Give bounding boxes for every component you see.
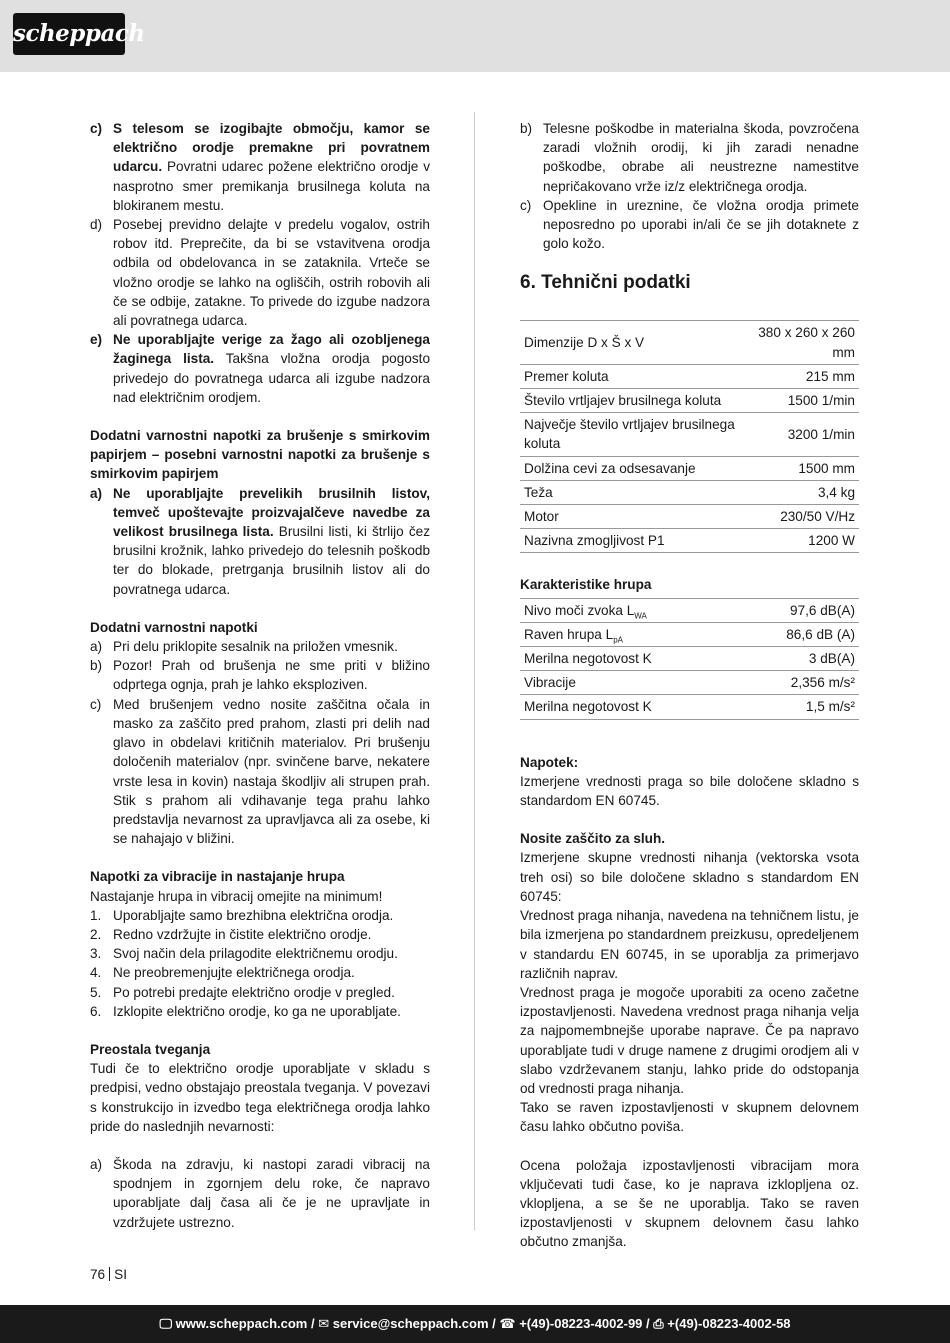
right-item-b: b) Telesne poškodbe in materialna škoda, povzročena zaradi vložnih orodij, ki jih zaradi nenadne poškodbe, obrabe ali neustrezne namestitve nepričakovano vrže iz/z električnega orodja. [520, 121, 859, 194]
table-cell-value: 380 x 260 x 260 mm [744, 321, 859, 364]
table-cell-value: 215 mm [744, 364, 859, 388]
list-item-c: c) S telesom se izogibajte območju, kamor se električno orodje premakne pri povratnem udarcu. Povratni udarec požene električno orodje v nasprotno smer premikanja brusilnega koluta na blokiranem mestu. [90, 121, 430, 213]
vibration-intro: Nastajanje hrupa in vibracij omejite na minimum! [90, 888, 383, 904]
right-column [520, 119, 859, 1252]
table-row: Vibracije 2,356 m/s² [520, 671, 859, 695]
table-row [520, 505, 859, 529]
table-cell-label: Število vrtljajev brusilnega koluta [520, 389, 744, 413]
table-row [520, 480, 859, 504]
table-row [520, 413, 859, 456]
table-cell-label: Dimenzije D x Š x V [520, 321, 744, 364]
vibration-item-3: 3. Svoj način dela prilagodite električnemu orodju. [90, 946, 398, 962]
vibration-item-5: 5. Po potrebi predajte električno orodje v pregled. [90, 984, 395, 1000]
table-cell-value: 1500 mm [744, 456, 859, 480]
vibration-item-6: 6. Izklopite električno orodje, ko ga ne uporabljate. [90, 1003, 401, 1019]
risk-heading: Preostala tveganja [90, 1041, 211, 1057]
ear-paragraph-1: Izmerjene skupne vrednosti nihanja (vektorska vsota treh osi) so bile določene skladno s standardom EN 60745: [520, 850, 859, 904]
table-row [520, 364, 859, 388]
computer-icon: 🖵 [159, 1316, 173, 1331]
table-cell-value: 1200 W [744, 529, 859, 553]
ear-paragraph-5: Ocena položaja izpostavljenosti vibracijam mora vključevati tudi čase, ko je naprava izklopljena oz. vklopljena, a se še ne uporablja. Tako se raven izpostavljenosti v skupnem delovnem času lahko občutno zmanjša. [520, 1157, 859, 1250]
table-row [520, 456, 859, 480]
table-row: Raven hrupa $L_{pA}$ 86,6 dB (A) [520, 622, 859, 646]
vibration-item-2: 2. Redno vzdržujte in čistite električno orodje. [90, 926, 372, 942]
list-item-e: e) Ne uporabljajte verige za žago ali ozobljenega žaginega lista. Takšna vložna orodja pogosto privedejo do povratnega udarca ali izgube nadzora nad električnim orodjem. [90, 332, 431, 405]
table-row: Merilna negotovost K 1,5 m/s² [520, 695, 859, 719]
list-item-d: d) Posebej previdno delajte v predelu vogalov, ostrih robov itd. Preprečite, da bi se vstavitvena orodja odbila od obdelovanca in se zataknila. Vrteče se vložno orodje se lahko na ogliščih, ostrih robovih ali če se odbije, zatakne. To privede do izgube nadzora ali povratnega udarca. [90, 217, 430, 329]
table-cell-value: 1500 1/min [744, 389, 859, 413]
page-number: 76 SI [90, 1267, 127, 1282]
noise-table [520, 598, 859, 720]
email-link[interactable]: service@scheppach.com [332, 1316, 489, 1331]
ear-paragraph-4: Tako se raven izpostavljenosti v skupnem delovnem času lahko občutno poviša. [520, 1100, 859, 1135]
table-cell-label: Motor [520, 505, 744, 529]
table-row [520, 389, 859, 413]
table-row: Merilna negotovost K 3 dB(A) [520, 647, 859, 671]
sanding-item-a: a) Ne uporabljajte prevelikih brusilnih listov, temveč upoštevajte proizvajalčeve navedbe za velikost brusilnega lista. Brusilni listi, ki štrlijo čez brusilni krožnik, lahko privedejo do telesnih poškodb ter do blokade, pretrganja brusilnih listov ali do povratnega udarca. [90, 485, 430, 597]
fax-number: +(49)-08223-4002-58 [667, 1316, 791, 1331]
table-cell-value: 230/50 V/Hz [744, 505, 859, 529]
section-title: 6. Tehnični podatki [520, 272, 691, 294]
ear-paragraph-2: Vrednost praga nihanja, navedena na tehničnem listu, je bila izmerjena po standardnem preizkusu, opredeljenem v standardu EN 60745, in se uporablja za primerjavo različnih naprav. [520, 908, 859, 981]
note-text: Izmerjene vrednosti praga so bile določene skladno s standardom EN 60745. [520, 773, 859, 809]
table-cell-label: Teža [520, 480, 744, 504]
risk-item-a: a) Škoda na zdravju, ki nastopi zaradi vibracij na spodnjem in zgornjem delu roke, če napravo uporabljate dalj časa ali če je ne upravljate in vzdržujete ustrezno. [90, 1156, 430, 1230]
website-link[interactable]: www.scheppach.com [175, 1316, 308, 1331]
table-cell-value: 3200 1/min [744, 413, 859, 456]
vibration-item-1: 1. Uporabljajte samo brezhibna električna orodja. [90, 907, 394, 923]
table-row [520, 321, 859, 364]
table-row: Nivo moči zvoka $L_{WA}$ 97,6 dB(A) [520, 598, 859, 622]
header-band [0, 0, 950, 72]
extra-item-b: b) Pozor! Prah od brušenja ne sme priti v bližino odprtega ognja, prah je lahko eksploziven. [90, 658, 430, 693]
note-heading: Napotek: [520, 754, 579, 770]
table-cell-label: Največje število vrtljajev brusilnega koluta [520, 413, 744, 456]
phone-number: +(49)-08223-4002-99 [519, 1316, 643, 1331]
extra-item-c: c) Med brušenjem vedno nosite zaščitna očala in masko za zaščito pred prahom, zlasti pri delih nad glavo in obdelavi kritičnih materialov. Pri brušenju določenih materialov (npr. svinčene barve, nekatere vrste lesa in kovin) nastaja škodljiv ali strupen prah. Stik s prahom ali vdihavanje tega prahu lahko predstavlja nevarnost za upravljavca ali za osebe, ki se nahajajo v bližini. [90, 696, 430, 847]
table-row [520, 529, 859, 553]
left-column [90, 119, 430, 1232]
ear-protection-heading: Nosite zaščito za sluh. [520, 831, 666, 847]
fax-icon: ⎙ [653, 1316, 664, 1331]
noise-heading: Karakteristike hrupa [520, 577, 652, 593]
vibration-item-4: 4. Ne preobremenjujte električnega orodja. [90, 965, 355, 981]
ear-paragraph-3: Vrednost praga je mogoče uporabiti za oceno začetne izpostavljenosti. Navedena vrednost praga nihanja velja za najpomembnejše uporabe naprave. Če pa napravo uporabljate tudi v druge namene z drugimi orodjem ali v slabo vzdrževanem stanju, lahko pride do odstopanja od vrednosti praga nihanja. [520, 984, 859, 1096]
right-item-c: c) Opekline in ureznine, če vložna orodja primete neposredno po uporabi in/ali če se jih dotaknete z golo kožo. [520, 197, 859, 252]
tech-data-table [520, 320, 859, 553]
footer-bar: 🖵 www.scheppach.com / ✉ service@scheppach.com / ☎ +(49)-08223-4002-99 / ⎙ +(49)-08223-4002-58 [0, 1305, 950, 1343]
brand-logo: scheppach [13, 13, 125, 55]
table-cell-label: Dolžina cevi za odsesavanje [520, 456, 744, 480]
extra-item-a: a) Pri delu priklopite sesalnik na priložen vmesnik. [90, 639, 398, 655]
extra-heading: Dodatni varnostni napotki [90, 619, 258, 635]
sanding-heading: Dodatni varnostni napotki za brušenje s smirkovim papirjem – posebni varnostni napotki za brušenje s smirkovim papirjem [90, 428, 430, 482]
table-cell-value: 3,4 kg [744, 480, 859, 504]
vibration-heading: Napotki za vibracije in nastajanje hrupa [90, 869, 345, 885]
phone-icon: ☎ [499, 1316, 516, 1331]
table-cell-label: Premer koluta [520, 364, 744, 388]
table-cell-label: Nazivna zmogljivost P1 [520, 529, 744, 553]
risk-text: Tudi če to električno orodje uporabljate v skladu s predpisi, vedno obstajajo preostala tveganja. V povezavi s konstrukcijo in izvedbo tega električnega orodja lahko pride do naslednjih nevarnosti: [90, 1061, 430, 1134]
column-divider [474, 112, 475, 1230]
email-icon: ✉ [318, 1316, 330, 1331]
